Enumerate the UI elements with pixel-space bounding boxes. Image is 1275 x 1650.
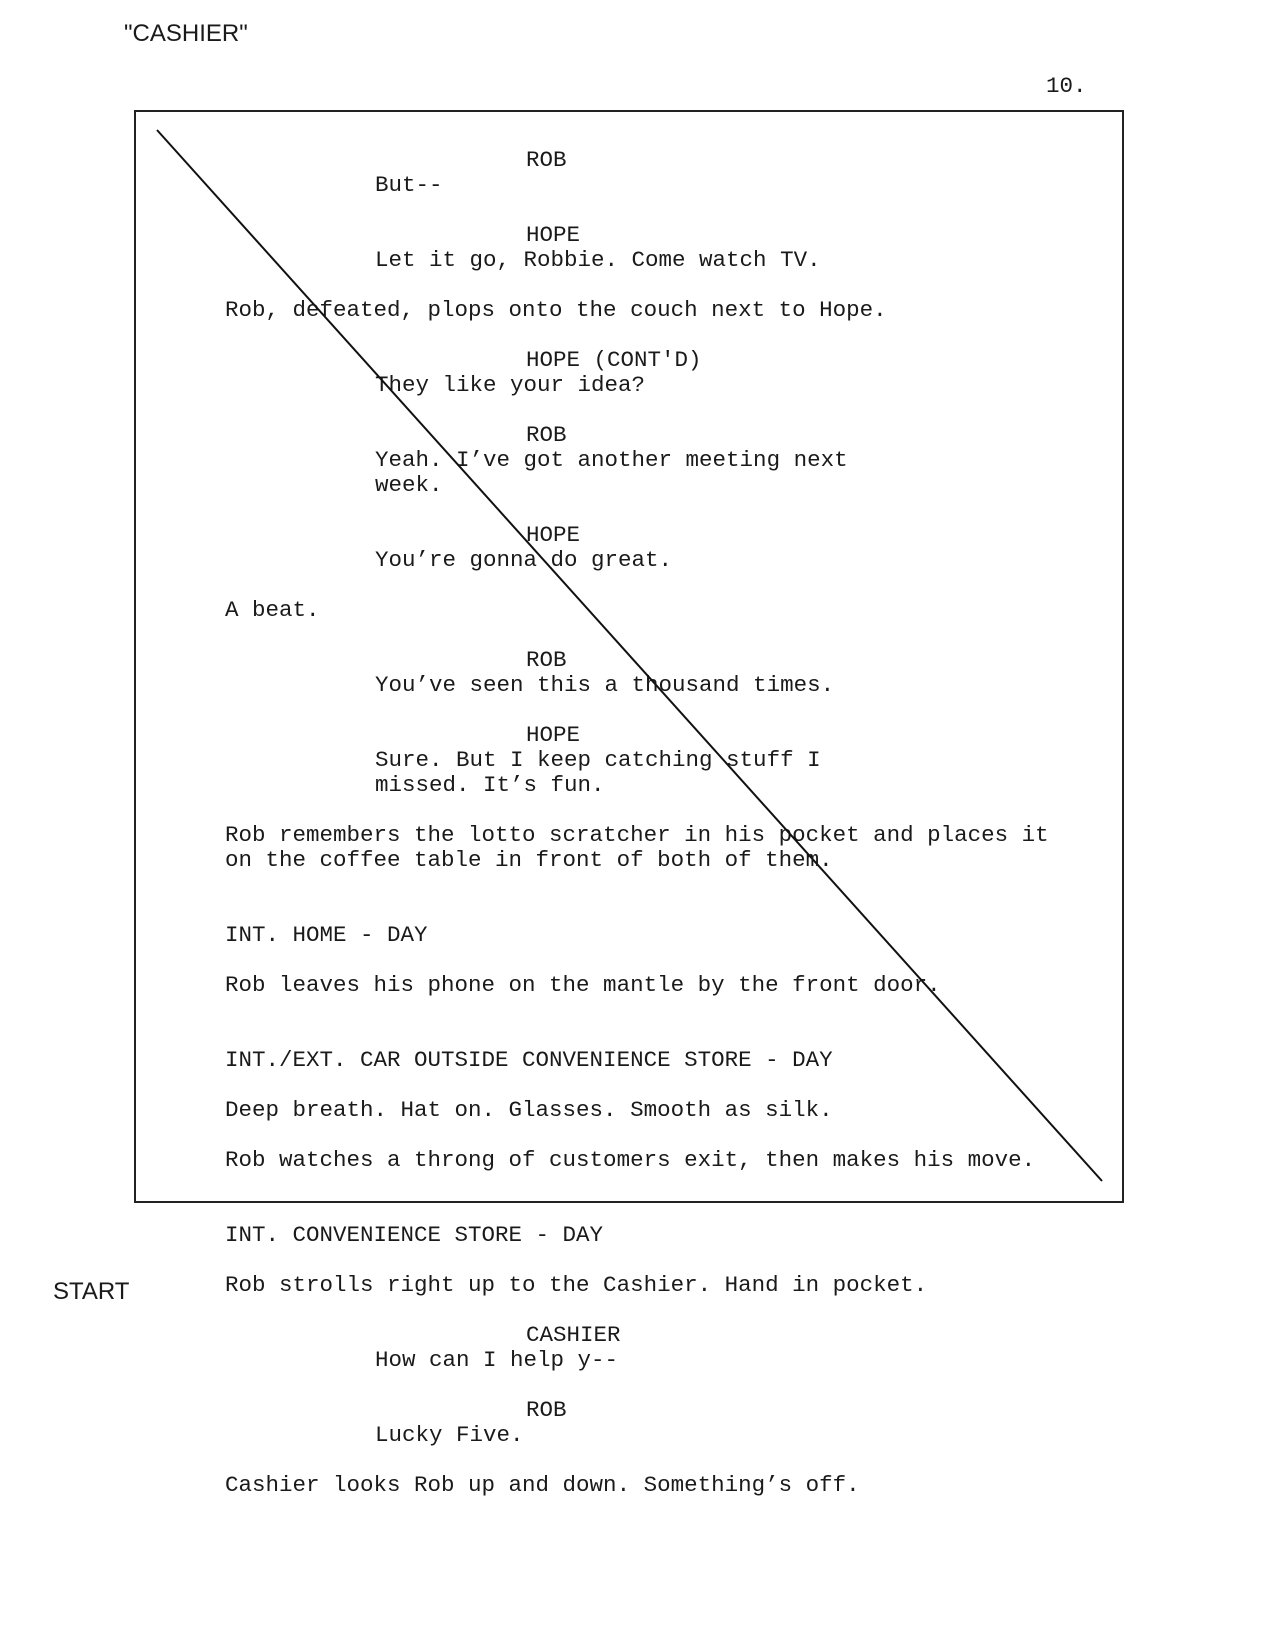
- dialogue-line: They like your idea?: [375, 372, 646, 398]
- character-cue: HOPE: [526, 722, 581, 748]
- dialogue-line: Sure. But I keep catching stuff I missed. It’s fun.: [375, 747, 821, 798]
- character-cue: ROB: [526, 147, 567, 173]
- scene-heading: INT. CONVENIENCE STORE - DAY: [225, 1222, 604, 1248]
- page-number: 10.: [1046, 73, 1087, 99]
- character-cue: HOPE: [526, 522, 581, 548]
- action-line: Rob remembers the lotto scratcher in his pocket and places it on the coffee table in front of both of them.: [225, 822, 1049, 873]
- action-line: A beat.: [225, 597, 320, 623]
- dialogue-line: Lucky Five.: [375, 1422, 524, 1448]
- dialogue-line: How can I help y--: [375, 1347, 619, 1373]
- character-cue: ROB: [526, 647, 567, 673]
- start-marker: START: [53, 1278, 130, 1305]
- dialogue-line: You’re gonna do great.: [375, 547, 673, 573]
- dialogue-line: You’ve seen this a thousand times.: [375, 672, 835, 698]
- action-line: Rob watches a throng of customers exit, then makes his move.: [225, 1147, 1036, 1173]
- action-line: Rob strolls right up to the Cashier. Hand in pocket.: [225, 1272, 928, 1298]
- dialogue-line: Let it go, Robbie. Come watch TV.: [375, 247, 821, 273]
- action-line: Deep breath. Hat on. Glasses. Smooth as silk.: [225, 1097, 833, 1123]
- document-title: "CASHIER": [124, 20, 248, 47]
- character-cue: ROB: [526, 1397, 567, 1423]
- scene-heading: INT./EXT. CAR OUTSIDE CONVENIENCE STORE - DAY: [225, 1047, 833, 1073]
- dialogue-line: Yeah. I’ve got another meeting next week.: [375, 447, 848, 498]
- action-line: Cashier looks Rob up and down. Something’s off.: [225, 1472, 860, 1498]
- action-line: Rob leaves his phone on the mantle by the front door.: [225, 972, 941, 998]
- dialogue-line: But--: [375, 172, 443, 198]
- character-cue: HOPE (CONT'D): [526, 347, 702, 373]
- character-cue: ROB: [526, 422, 567, 448]
- character-cue: CASHIER: [526, 1322, 621, 1348]
- scene-heading: INT. HOME - DAY: [225, 922, 428, 948]
- action-line: Rob, defeated, plops onto the couch next to Hope.: [225, 297, 887, 323]
- character-cue: HOPE: [526, 222, 581, 248]
